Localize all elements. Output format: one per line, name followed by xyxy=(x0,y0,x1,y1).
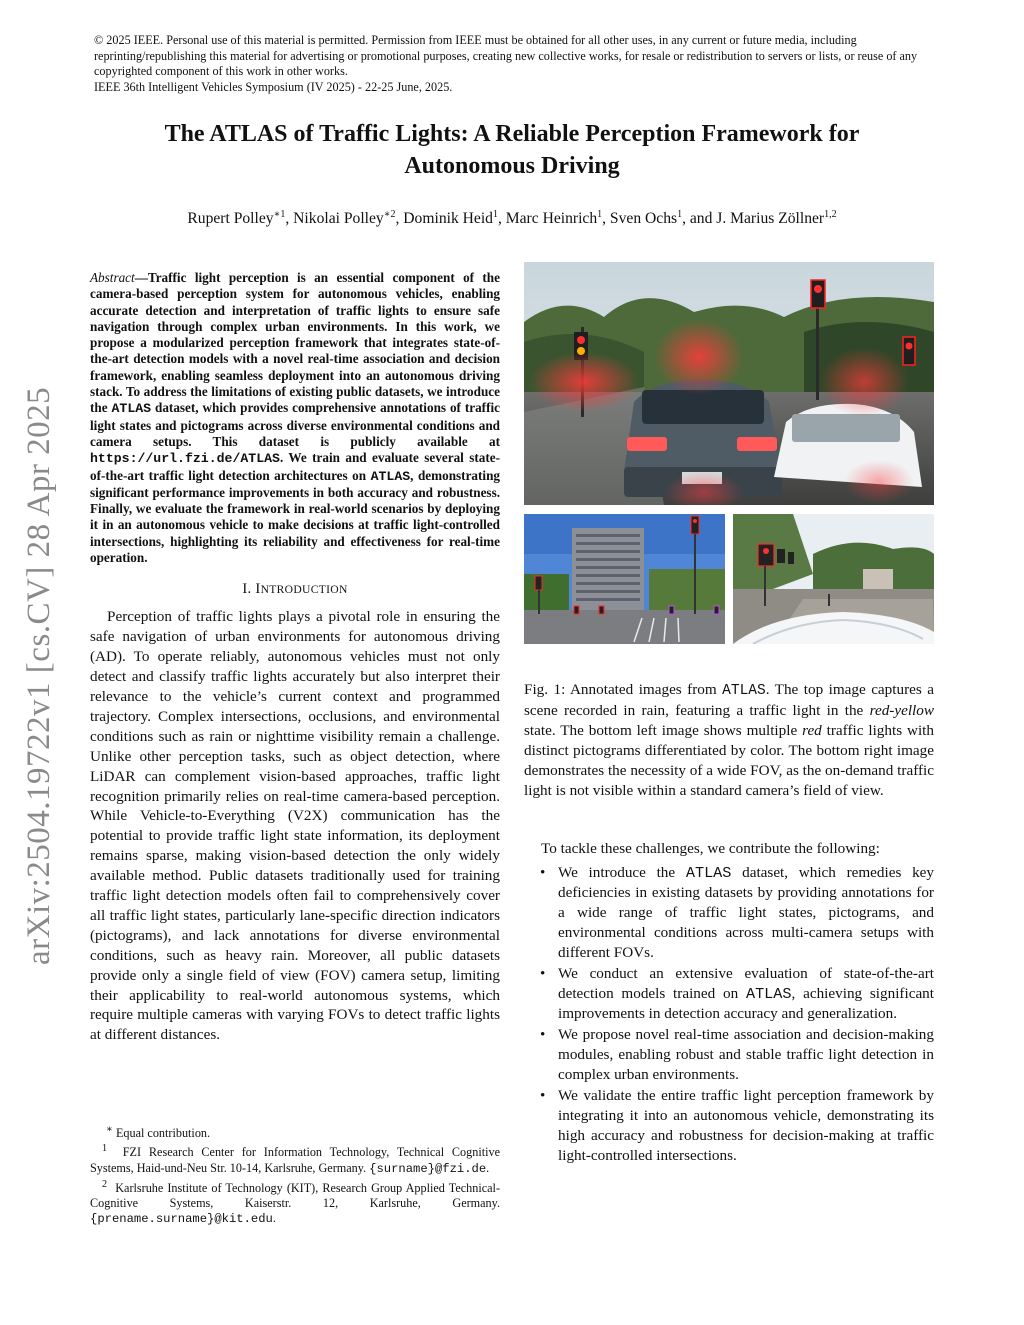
list-item: • We validate the entire traffic light perception framework by integrating it into an autonomous vehicle, demonstrating its high accuracy and robustness for decision-making at traffic light-controlled intersections. xyxy=(540,1087,934,1164)
author-affiliation: 1 xyxy=(677,209,683,220)
author-name: Nikolai Polley xyxy=(293,210,384,228)
author-name: Sven Ochs xyxy=(609,210,678,228)
dataset-name: ATLAS xyxy=(722,683,766,699)
section-heading: I. INTRODUCTION xyxy=(242,581,348,598)
figure-caption: Fig. 1: Annotated images from ATLAS. The top image captures a scene recorded in rain, featuring a traffic light in the red-yellow state. The bottom left image shows multiple red traffic lights with distinct pictograms differentiated by color. The bottom right image demonstrates the necessity of a wide FOV, as the on-demand traffic light is not visible within a standard camera’s field of view. xyxy=(524,681,934,799)
copyright-text: © 2025 IEEE. Personal use of this material is permitted. Permission from IEEE must be obtained for all other uses, in any current or future media, including reprinting/republishing this material for advertising or promotional purposes, creating new collective works, for resale or redistribution to servers or lists, or reuse of any copyrighted component of this work in other works. xyxy=(94,33,918,79)
figure-bottom-left-intersection xyxy=(524,514,725,644)
footnote-1: $^1$ FZI Research Center for Information Technology, Technical Cognitive Systems, Haid-und-Neu Str. 10-14, Karlsruhe, Germany. {surname}@fzi.de. xyxy=(90,1143,500,1176)
section-number: I. xyxy=(242,581,252,598)
right-column xyxy=(524,262,934,1167)
author-affiliation: 1 xyxy=(597,209,603,220)
list-item: • We introduce the ATLAS dataset, which remedies key deficiencies in existing datasets by providing annotations for a wide range of traffic light states, pictograms, and environmental conditions across multi-camera setups with different FOVs. xyxy=(540,864,934,961)
abstract: Abstract—Traffic light perception is an essential component of the camera-based perception system for autonomous vehicles, enabling accurate detection and interpretation of traffic lights to ensure safe navigation through complex urban environments. In this work, we propose a modularized perception framework that integrates state-of-the-art detection models with a novel real-time association and decision framework, enabling seamless deployment into an autonomous driving stack. To address the limitations of existing public datasets, we introduce the ATLAS dataset, which provides comprehensive annotations of traffic light states and pictograms across diverse environmental conditions and camera setups. This dataset is publicly available at https://url.fzi.de/ATLAS. We train and evaluate several state-of-the-art traffic light detection architectures on ATLAS, demonstrating significant performance improvements in both accuracy and robustness. Finally, we evaluate the framework in real-world scenarios by deploying it in an autonomous vehicle to make decisions at traffic light-controlled intersections, highlighting its reliability and effectiveness for real-time operation. xyxy=(90,270,500,566)
dataset-name: ATLAS xyxy=(111,401,152,417)
author-affiliation: ∗1 xyxy=(273,209,286,220)
footnotes xyxy=(90,1122,500,1227)
author-affiliation: ∗2 xyxy=(383,209,396,220)
email-kit[interactable]: {prename.surname}@kit.edu xyxy=(90,1212,273,1227)
author-affiliation: 1,2 xyxy=(824,209,837,220)
title-line-2: Autonomous Driving xyxy=(404,153,620,179)
footnote-2: $^2$ Karlsruhe Institute of Technology (KIT), Research Group Applied Technical-Cognitive Systems, Kaiserstr. 12, Karlsruhe, Germany. {prename.surname}@kit.edu. xyxy=(90,1178,501,1227)
title-line-1: The ATLAS of Traffic Lights: A Reliable Perception Framework for xyxy=(164,121,860,147)
paper-title xyxy=(60,118,964,182)
conference-info: IEEE 36th Intelligent Vehicles Symposium (IV 2025) - 22-25 June, 2025. xyxy=(94,79,453,94)
copyright-notice xyxy=(94,33,934,95)
author-name: Dominik Heid xyxy=(403,210,493,228)
contributions-list xyxy=(524,863,934,1166)
figure-top-rain-scene xyxy=(524,262,934,505)
intro-paragraph: Perception of traffic lights plays a pivotal role in ensuring the safe navigation of urban environments for autonomous driving (AD). To operate reliably, autonomous vehicles must not only detect and classify traffic lights accurately but also interpret their relevance to the vehicle’s current context and programmed trajectory. Complex intersections, occlusions, and environmental conditions such as rain or nighttime visibility remain a challenge. Unlike other perception tasks, such as object detection, where LiDAR can complement vision-based approaches, traffic light recognition primarily relies on real-time camera-based perception. While Vehicle-to-Everything (V2X) communication has the potential to provide traffic light state information, its deployment remains sparse, making vision-based detection the only widely available method. Public datasets traditionally used for training traffic light detection models often fail to comprehensively cover all traffic light states, particularly lane-specific direction indicators (pictograms), and lack annotations for diverse environmental conditions, such as heavy rain. Moreover, all public datasets provide only a single field of view (FOV) camera setup, limiting their applicability to real-world autonomous systems, which require multiple cameras with varying FOVs to detect traffic lights at different distances. xyxy=(90,608,500,1044)
figure-bottom-right-wide-fov xyxy=(733,514,934,644)
dataset-url[interactable]: https://url.fzi.de/ATLAS xyxy=(90,451,280,467)
dataset-name: ATLAS xyxy=(370,468,411,484)
author-name: Rupert Polley xyxy=(187,210,274,228)
author-name: J. Marius Zöllner xyxy=(716,210,825,228)
list-item: • We conduct an extensive evaluation of state-of-the-art detection models trained on ATLAS, achieving significant improvements in detection accuracy and generalization. xyxy=(540,965,935,1022)
left-column xyxy=(90,270,500,1045)
contributions-intro: To tackle these challenges, we contribute the following: xyxy=(541,840,880,857)
figure-bottom-row xyxy=(524,514,934,644)
author-list: Rupert Polley$^{∗1}$, Nikolai Polley$^{∗2}$, Dominik Heid$^1$, Marc Heinrich$^1$, Sven Ochs$^1$, and J. Marius Zöllner$^{1,2}$ xyxy=(187,209,837,228)
author-affiliation: 1 xyxy=(492,209,498,220)
email-fzi[interactable]: {surname}@fzi.de xyxy=(369,1161,487,1176)
list-item: • We propose novel real-time association and decision-making modules, enabling robust and stable traffic light detection in complex urban environments. xyxy=(540,1026,934,1083)
footnote-equal: ∗ Equal contribution. xyxy=(106,1124,211,1141)
author-name: Marc Heinrich xyxy=(505,210,598,228)
abstract-label: Abstract xyxy=(90,270,135,285)
caption-label: Fig. 1: xyxy=(524,681,566,698)
arxiv-stamp: arXiv:2504.19722v1 [cs.CV] 28 Apr 2025 xyxy=(21,386,57,965)
